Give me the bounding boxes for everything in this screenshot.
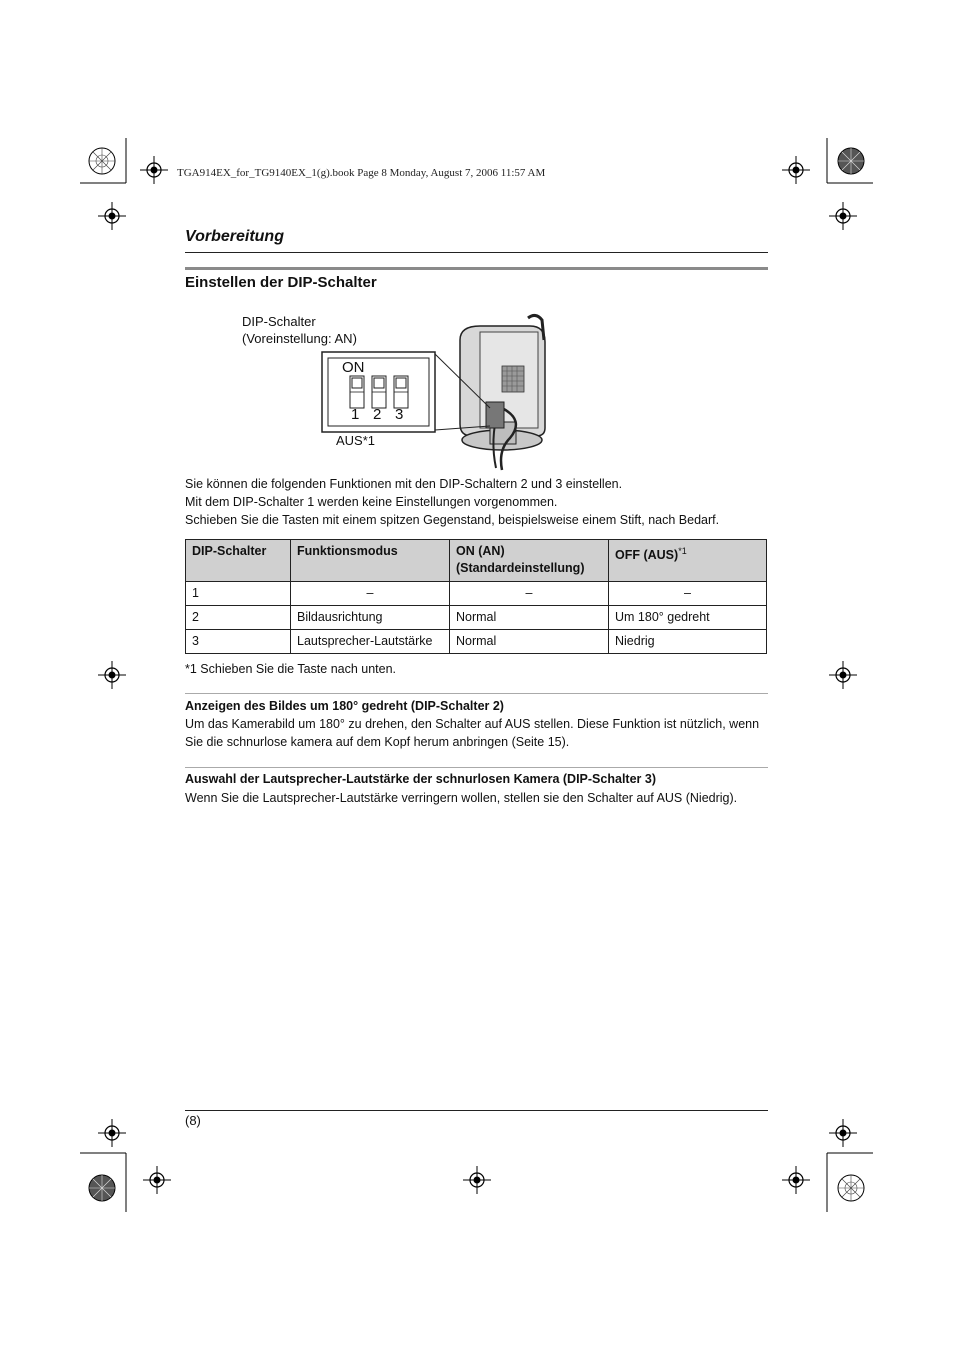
cell-on: Normal [450,606,609,630]
file-info: TGA914EX_for_TG9140EX_1(g).book Page 8 Monday, August 7, 2006 11:57 AM [177,167,546,179]
switch-number-3: 3 [395,406,404,423]
subsection2-line1: Wenn Sie die Lautsprecher-Lautstärke verringern wollen, stellen sie den Schalter auf AUS (Niedrig). [185,791,738,805]
cell-off: – [609,582,767,606]
page-number: (8) [185,1113,201,1128]
switch-number-2: 2 [373,406,382,423]
header-off-label: OFF (AUS) [615,548,679,563]
aus-label: AUS*1 [336,433,376,448]
cell-mode: Lautsprecher-Lautstärke [291,630,450,654]
subsection1-line2: Sie die schnurlose kamera auf dem Kopf herum anbringen (Seite 15). [185,735,570,749]
cell-off: Niedrig [609,630,767,654]
intro-line-3: Schieben Sie die Tasten mit einem spitzen Gegenstand, beispielsweise einem Stift, nach Bedarf. [185,513,720,527]
subsection2-rule [185,767,768,768]
figure-label-line1: DIP-Schalter [242,314,316,329]
header-on [450,540,609,582]
footer-rule [185,1110,768,1111]
intro-line-2: Mit dem DIP-Schalter 1 werden keine Einstellungen vorgenommen. [185,495,558,509]
table-header-row [186,540,767,582]
on-label: ON [342,359,365,376]
figure-label-line2: (Voreinstellung: AN) [242,331,357,346]
subsection1-rule [185,693,768,694]
page-heading: Einstellen der DIP-Schalter [185,274,377,291]
intro-line-1: Sie können die folgenden Funktionen mit den DIP-Schaltern 2 und 3 einstellen. [185,477,623,491]
section-title: Vorbereitung [185,228,284,245]
header-on-line1: ON (AN) [456,544,505,558]
switch-number-1: 1 [351,406,360,423]
header-on-line2: (Standardeinstellung) [456,561,585,575]
header-dip-schalter: DIP-Schalter [186,540,291,582]
footnote: *1 Schieben Sie die Taste nach unten. [185,662,397,676]
header-funktionsmodus: Funktionsmodus [291,540,450,582]
table-row [186,582,767,606]
cell-mode: – [291,582,450,606]
table-row [186,630,767,654]
cell-switch: 1 [186,582,291,606]
subsection2-title: Auswahl der Lautsprecher-Lautstärke der schnurlosen Kamera (DIP-Schalter 3) [185,772,656,786]
cell-mode: Bildausrichtung [291,606,450,630]
header-off [609,540,767,582]
subsection1-line1: Um das Kamerabild um 180° zu drehen, den Schalter auf AUS stellen. Diese Funktion ist nützlich, wenn [185,717,760,731]
subsection1-title: Anzeigen des Bildes um 180° gedreht (DIP-Schalter 2) [185,699,504,713]
cell-on: Normal [450,630,609,654]
cell-on: – [450,582,609,606]
dip-switch-figure [240,310,560,475]
section-rule [185,252,768,253]
table-row [186,606,767,630]
heading-rule [185,267,768,270]
dip-switch-table [185,539,767,654]
header-off-footnote-ref: *1 [678,546,687,556]
cell-off: Um 180° gedreht [609,606,767,630]
cell-switch: 2 [186,606,291,630]
camera-illustration [240,310,560,475]
cell-switch: 3 [186,630,291,654]
